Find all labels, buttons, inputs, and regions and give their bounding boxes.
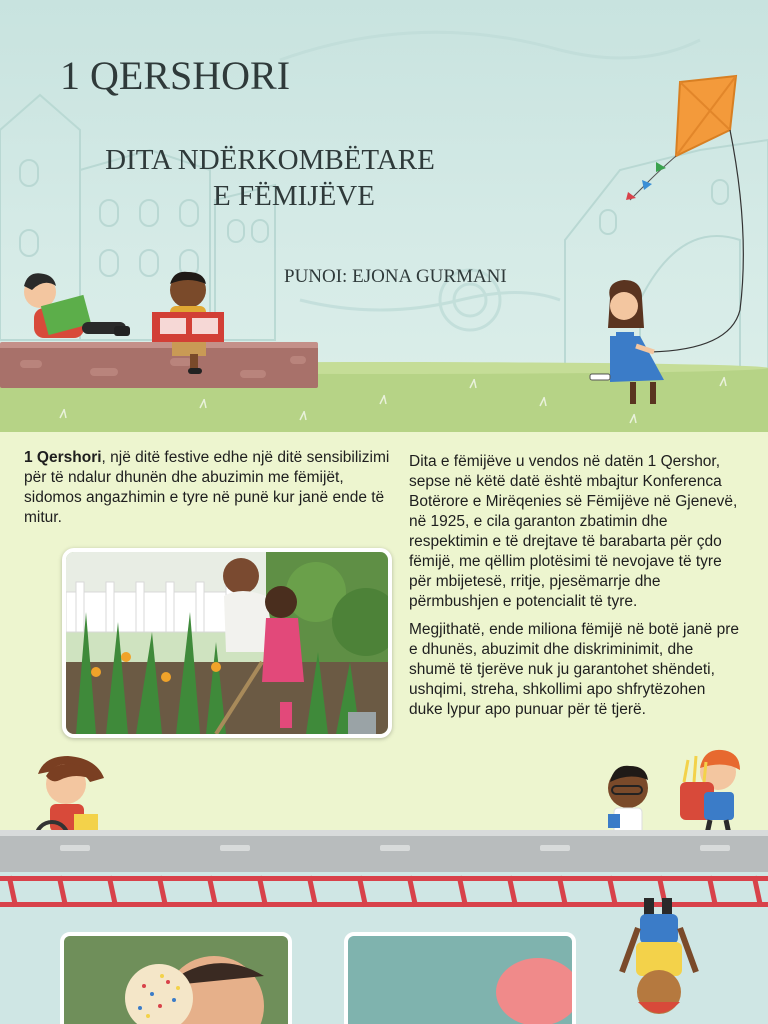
road-mark: [220, 845, 250, 851]
intro-bold: 1 Qershori: [24, 449, 102, 466]
page-subtitle: [60, 142, 480, 214]
child-reading-lying-illustration: [14, 264, 134, 348]
road: [0, 830, 768, 872]
page-title: 1 QERSHORI: [60, 53, 291, 98]
balloon-photo: [344, 932, 576, 1024]
road-mark: [700, 845, 730, 851]
left-column: [24, 448, 400, 536]
ice-cream-photo: [60, 932, 292, 1024]
subtitle-line-1: DITA NDËRKOMBËTARE: [105, 144, 435, 176]
intro-paragraph: [24, 448, 400, 528]
child-upside-down-illustration: [616, 892, 702, 1024]
road-mark: [540, 845, 570, 851]
balloon-photo-image: [348, 936, 572, 1024]
ice-cream-photo-image: [64, 936, 288, 1024]
road-mark: [380, 845, 410, 851]
intro-text: , një ditë festive edhe një ditë sensibilizimi për të ndalur dhunën dhe abuzimin me fëmijët, sidomos angazhimin e tyre në punë kur janë ende të mitur.: [24, 449, 390, 526]
paragraph-current: Megjithatë, ende miliona fëmijë në botë janë pre e dhunës, abuzimit dhe diskriminimit, dhe shumë të tjerëve nuk ju garantohet shëndeti, ushqimi, streha, shkollimi apo shfrytëzohen duke lypur apo punuar për të tjerë.: [409, 621, 740, 718]
child-reading-sitting-illustration: [148, 268, 232, 378]
author-line: PUNOI: EJONA GURMANI: [284, 266, 507, 287]
garden-photo: [62, 548, 392, 738]
road-mark: [60, 845, 90, 851]
subtitle-line-2: E FËMIJËVE: [213, 180, 375, 212]
paragraph-history: Dita e fëmijëve u vendos në datën 1 Qershor, sepse në këtë datë është mbajtur Konferenca Botërore e Mirëqenies së Fëmijëve në Gjenevë, në 1925, e cila garanton zbatimin dhe respektimin e të drejtave të barabarta për çdo fëmijë, me qëllim plotësimi të nevojave të tyre për mbijetesë, rritje, pjesëmarrje dhe përmbushjen e potencialit të tyre.: [409, 453, 738, 610]
kite-girl-illustration: [580, 70, 760, 420]
right-column: [409, 452, 739, 728]
garden-photo-image: [66, 552, 388, 734]
